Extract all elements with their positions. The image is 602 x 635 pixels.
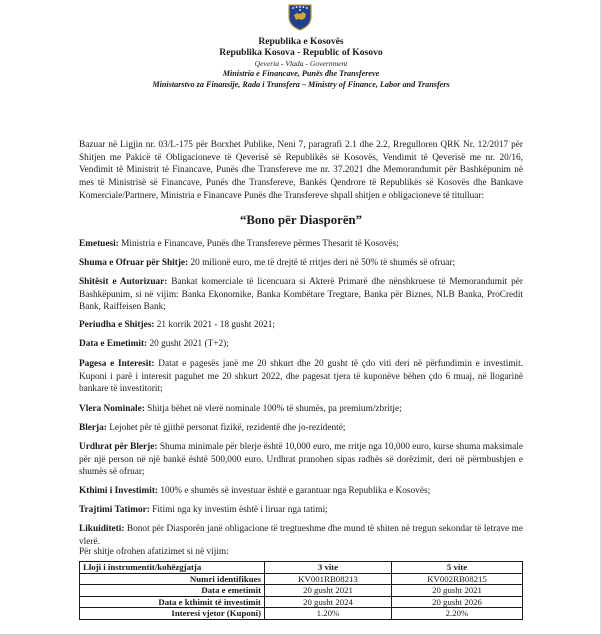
section-purchase [79,422,523,435]
table-cell: 20 gusht 2021 [265,585,392,597]
table-intro: Për shitje ofrohen afatizimet si në vijim: [79,547,229,557]
table-cell: Interesi vjetor (Kuponi) [80,608,265,620]
table-cell: 20 gusht 2024 [265,596,392,608]
header-ministry-serbian-english: Ministarstvo za Finansije, Rada i Transfera – Ministry of Finance, Labor and Transfers [152,80,450,89]
section-liquidity [79,523,523,548]
section-label: Periudha e Shitjes: [79,320,155,330]
section-text: Shitja bëhet në vlerë nominale 100% të shumës, pa premium/zbritje; [144,404,402,414]
section-issuer [79,238,523,251]
section-nominal-value [79,403,523,416]
section-label: Shitësit e Autorizuar: [79,277,168,287]
table-cell: 20 gusht 2026 [392,596,523,608]
header-ministry-albanian: Ministria e Financave, Punës dhe Transfereve [222,69,380,78]
section-text: Datat e pagesës janë me 20 shkurt dhe 20 gusht të çdo viti deri në përfundimin e investimit. Kuponi i parë i interesit paguhet me 20 shkurt 2022, dhe pagesat tjera të kuponëve bëhen çdo 6 muaj, në llogarinë bankare të investitorit; [79,359,523,395]
section-text: Shuma minimale për blerje është 10,000 euro, me rritje nga 10,000 euro, kurse shuma maksimale për një person në një bankë është 500,000 euro. Urdhrat pranohen sipas radhës së dorëzimit, deri në përmbushjen e shumës së ofruar; [79,442,524,478]
section-text: 20 milionë euro, me të drejtë të rritjes deri në 50% të shumës së ofruar; [188,258,456,268]
header-republic-trilingual: Republika Kosova - Republic of Kosovo [219,47,383,58]
section-text: 21 korrik 2021 - 18 gusht 2021; [154,320,276,330]
header-republic-albanian: Republika e Kosovës [258,36,344,47]
section-interest-payment [79,358,523,396]
section-text: Bonot për Diasporën janë obligacione të tregtueshme dhe mund të shiten në tregun sekondar të letrave me vlerë. [79,524,523,547]
bond-title: “Bono për Diasporën” [239,213,363,227]
table-cell: 2.20% [392,608,523,620]
table-cell: Data e emetimit [80,585,265,597]
section-label: Vlera Nominale: [79,404,145,414]
section-text: Ministria e Financave, Punës dhe Transfereve përmes Thesarit të Kosovës; [118,239,399,249]
table-cell: Numri identifikues [80,573,265,585]
section-text: Fitimi nga ky investim është i liruar nga tatimi; [149,505,328,515]
section-text: Lejohet për të gjithë personat fizikë, rezidentë dhe jo-rezidentë; [106,423,346,433]
table-header-cell: 3 vite [265,562,392,574]
section-sale-period [79,319,523,332]
table-header-cell: Lloji i instrumentit/kohëzgjatja [80,562,265,574]
section-purchase-orders [79,441,523,479]
table-cell: 20 gusht 2021 [392,585,523,597]
table-cell: KV002RB08215 [392,573,523,585]
section-label: Trajtimi Tatimor: [79,505,150,515]
section-offered-amount [79,257,523,270]
table-cell: KV001RB08213 [265,573,392,585]
section-label: Blerja: [79,423,107,433]
header-government: Qeveria - Vlada - Government [254,59,348,68]
section-issue-date [79,338,523,351]
section-label: Shuma e Ofruar për Shitje: [79,258,189,268]
section-label: Emetuesi: [79,239,119,249]
table-row [80,573,523,585]
section-authorized-sellers [79,276,523,314]
table-header-row [80,562,523,574]
intro-paragraph: Bazuar në Ligjin nr. 03/L-175 për Borxhet Publike, Neni 7, paragrafi 2.1 dhe 2.2, Rregulloren QRK Nr. 12/2017 për Shitjen me Pakicë të Obligacioneve të Qeverisë së Republikës së Kosovës, Vendimit të Qeverisë me nr. 20/16, Vendimit të Ministrit të Financave, Punës dhe Transfereve me nr. 37.2021 dhe Memorandumit për Bashkëpunim në mes të Ministrisë së Financave, Punës dhe Transfereve, Bankës Qendrore të Republikës së Kosovës dhe Bankave Komerciale/Partnere, Ministria e Financave Punës dhe Transfereve shpall shitjen e obligacioneve të titulluar: [79,140,523,201]
bond-terms-table [79,561,523,620]
table-cell: 1.20% [265,608,392,620]
table-cell: Data e kthimit të investimit [80,596,265,608]
kosovo-coat-of-arms-icon [287,3,313,31]
section-label: Urdhrat për Blerje: [79,442,158,452]
table-row [80,585,523,597]
section-label: Pagesa e Interesit: [79,359,155,369]
table-row [80,596,523,608]
table-header-cell: 5 vite [392,562,523,574]
section-label: Data e Emetimit: [79,339,148,349]
section-text: 100% e shumës së investuar është e garantuar nga Republika e Kosovës; [158,486,431,496]
section-label: Kthimi i Investimit: [79,486,159,496]
section-text: 20 gusht 2021 (T+2); [147,339,229,349]
table-row [80,608,523,620]
section-text: Bankat komerciale të licencuara si Akterë Primarë dhe nënshkruese të Memorandumit për Bashkëpunim, si në vijim: Banka Ekonomike, Banka Kombëtare Tregtare, Banka për Biznes, NLB Banka, ProCredit Bank, Raiffeisen Bank; [79,277,523,313]
section-label: Likuiditeti: [79,524,125,534]
section-investment-return [79,485,523,498]
section-tax-treatment [79,504,523,517]
